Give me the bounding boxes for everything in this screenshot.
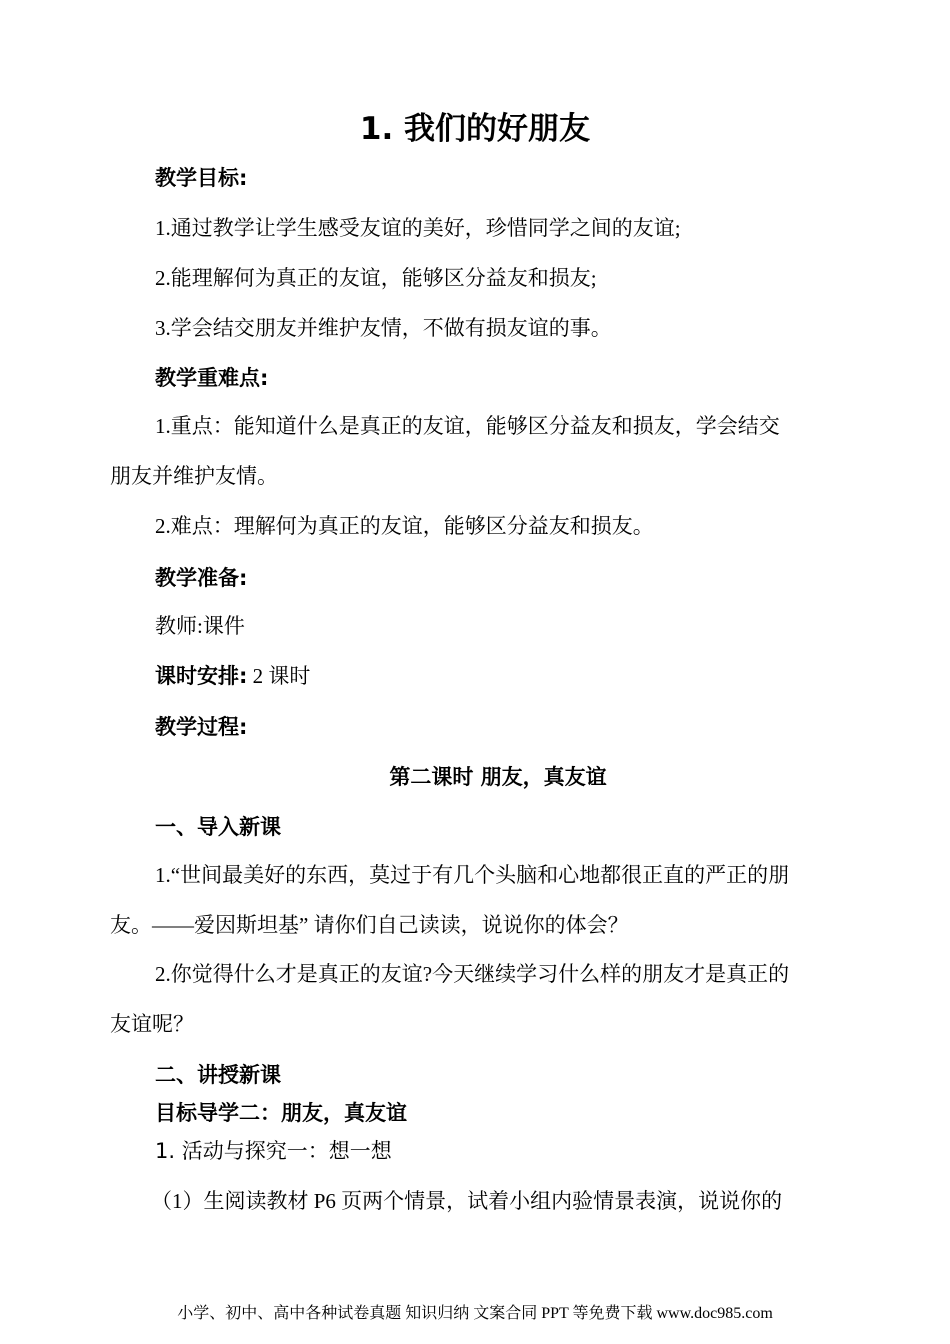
- preparation-heading: 教学准备:: [155, 566, 248, 590]
- key-points-heading: 教学重难点:: [155, 366, 269, 390]
- objective-item: 1.通过教学让学生感受友谊的美好，珍惜同学之间的友谊;: [155, 216, 681, 240]
- document-title: 1. 我们的好朋友: [359, 111, 591, 147]
- goal-heading: 目标导学二：朋友，真友谊: [155, 1101, 407, 1125]
- lesson-title: 第二课时 朋友，真友谊: [389, 765, 607, 789]
- section-heading: 二、讲授新课: [155, 1063, 281, 1087]
- objectives-heading: 教学目标:: [155, 166, 248, 190]
- activity-heading: 1. 活动与探究一：想一想: [155, 1139, 392, 1163]
- schedule-line: [155, 660, 310, 690]
- section-text: 2.你觉得什么才是真正的友谊?今天继续学习什么样的朋友才是真正的: [155, 962, 790, 986]
- preparation-text: 教师:课件: [155, 614, 245, 638]
- schedule-value: 2 课时: [247, 664, 311, 688]
- key-point-text: 朋友并维护友情。: [110, 464, 278, 488]
- page-footer: 小学、初中、高中各种试卷真题 知识归纳 文案合同 PPT 等免费下载 www.doc985.com: [177, 1305, 773, 1322]
- section-text: 友。——爱因斯坦基” 请你们自己读读，说说你的体会？: [110, 913, 629, 937]
- process-heading: 教学过程:: [155, 715, 248, 739]
- activity-text: （1）生阅读教材 P6 页两个情景，试着小组内验情景表演，说说你的: [151, 1189, 783, 1213]
- key-point-text: 1.重点：能知道什么是真正的友谊，能够区分益友和损友，学会结交: [155, 414, 780, 438]
- section-text: 1.“世间最美好的东西，莫过于有几个头脑和心地都很正直的严正的朋: [155, 863, 790, 887]
- section-text: 友谊呢？: [110, 1012, 194, 1036]
- objective-item: 3.学会结交朋友并维护友情，不做有损友谊的事。: [155, 316, 612, 340]
- schedule-label: 课时安排:: [155, 664, 248, 688]
- key-point-text: 2.难点：理解何为真正的友谊，能够区分益友和损友。: [155, 514, 654, 538]
- section-heading: 一、导入新课: [155, 815, 281, 839]
- objective-item: 2.能理解何为真正的友谊，能够区分益友和损友;: [155, 266, 597, 290]
